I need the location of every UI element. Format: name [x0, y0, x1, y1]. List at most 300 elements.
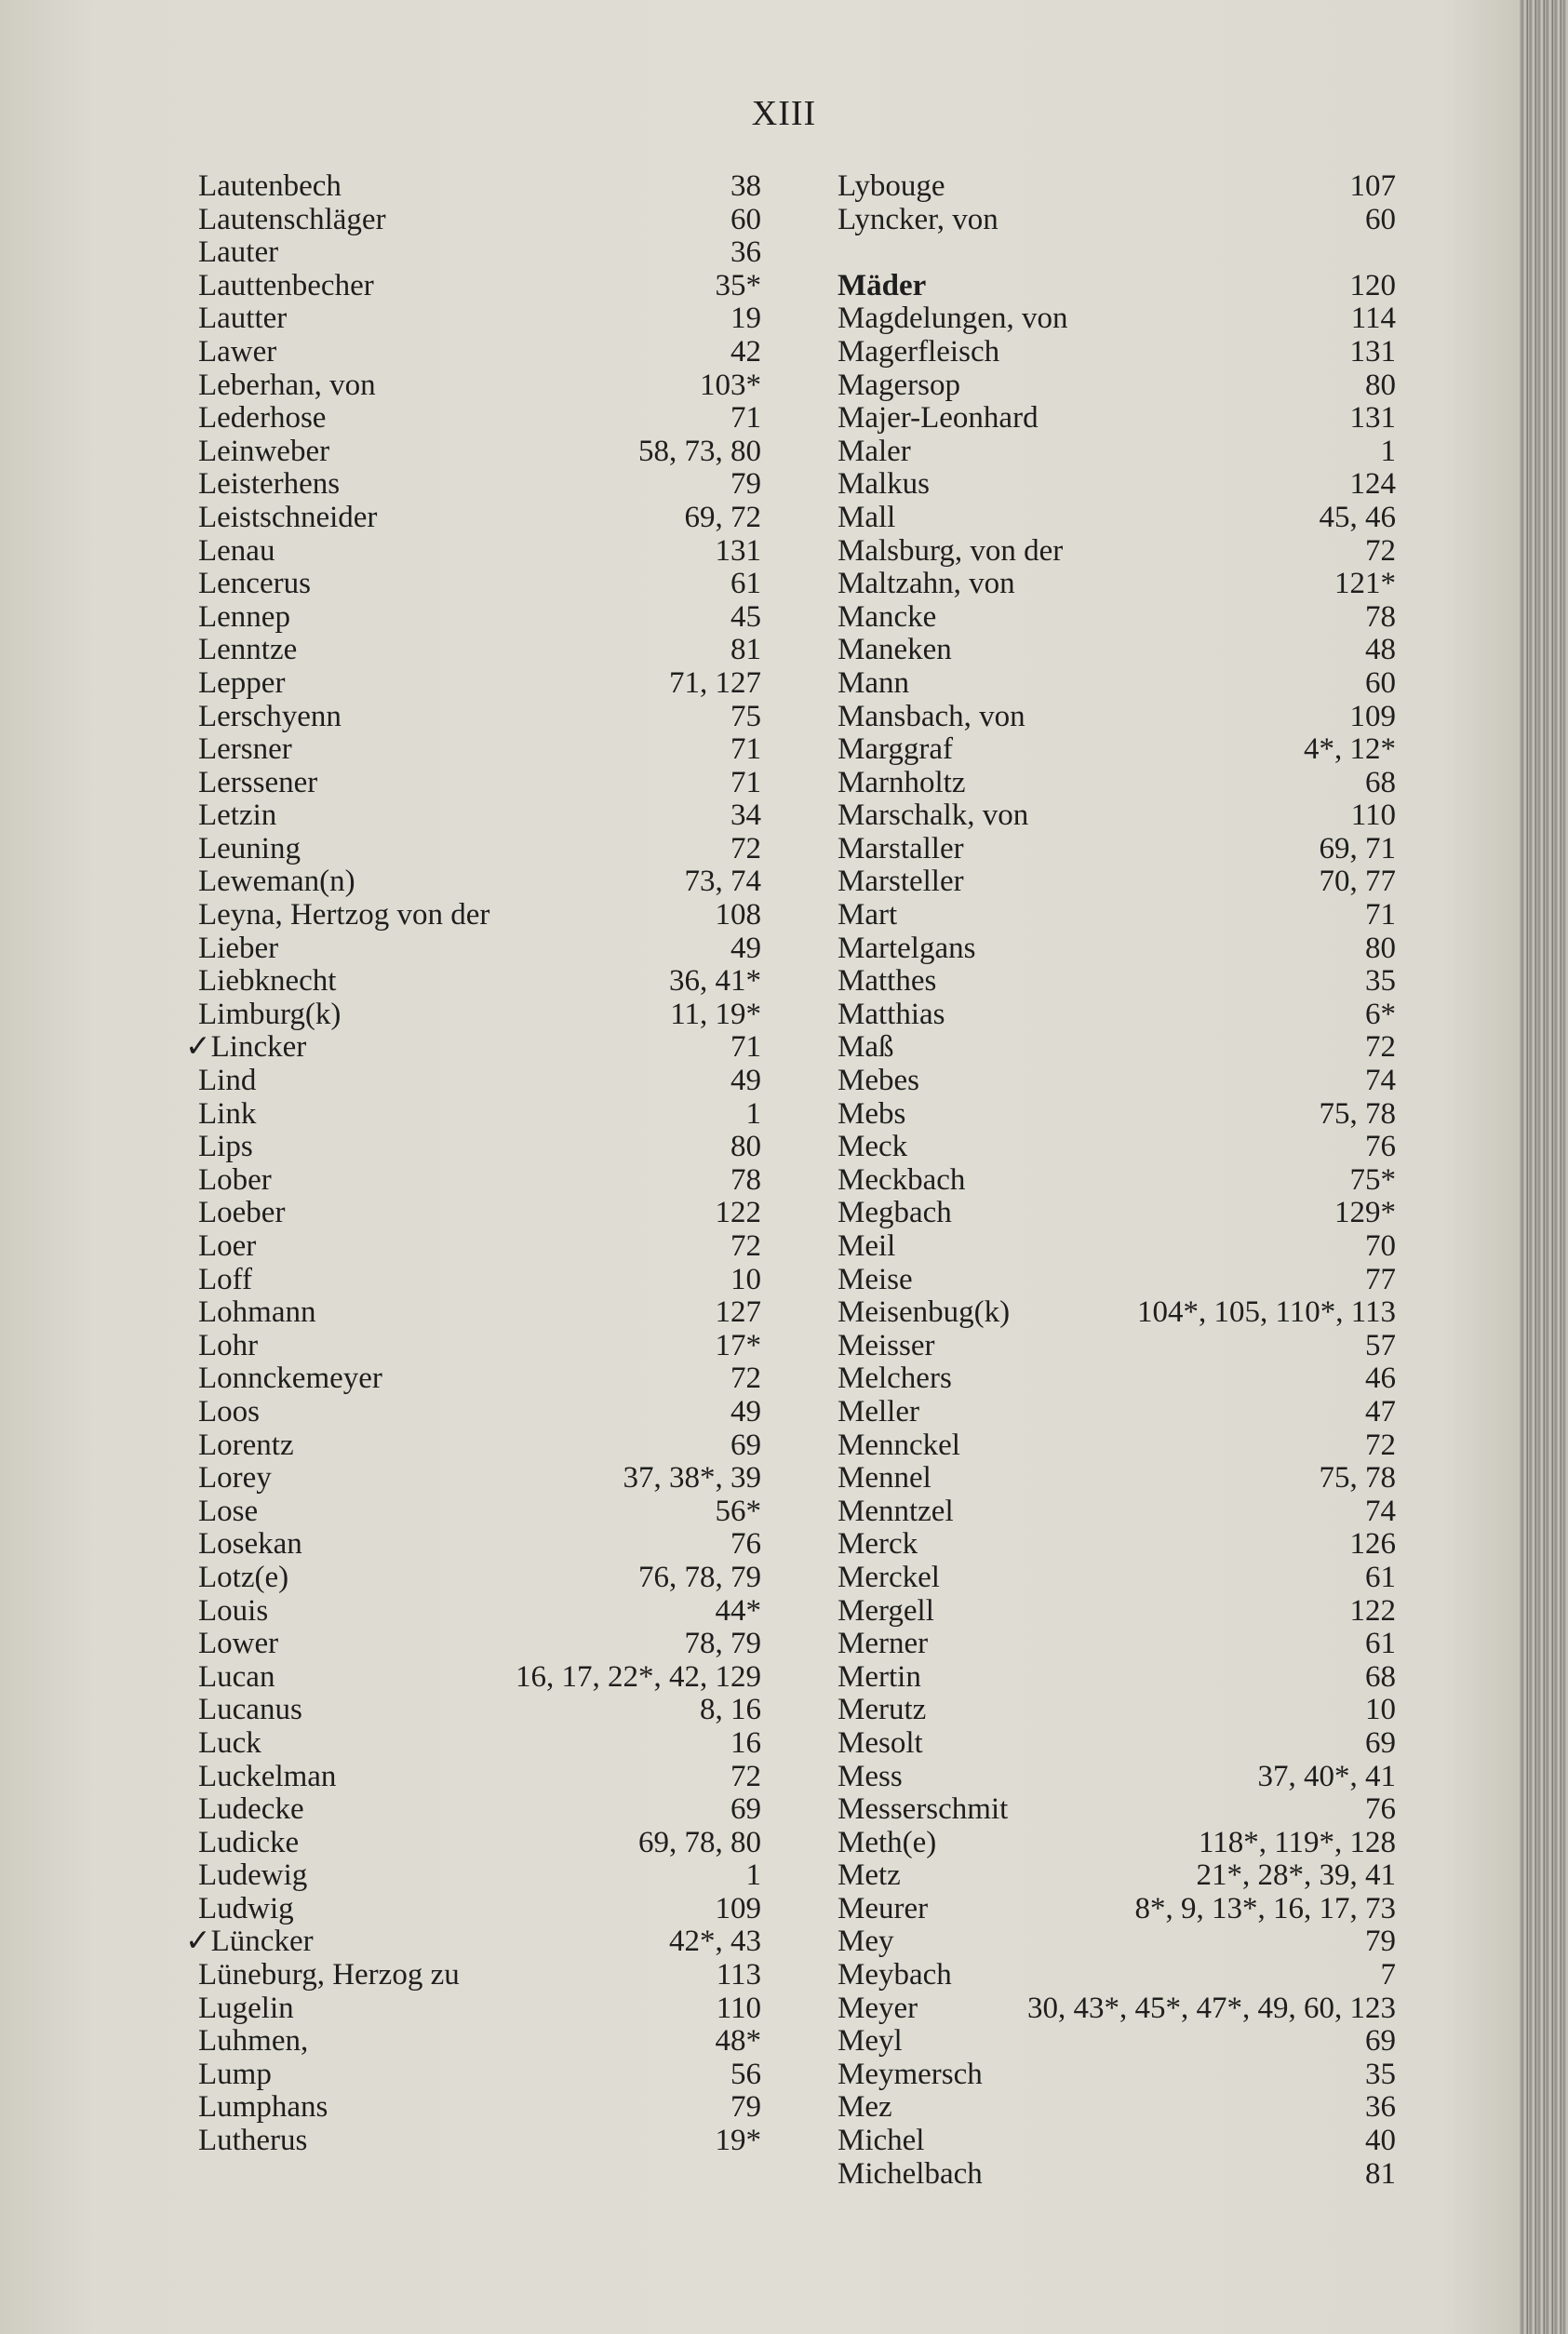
entry-pages: 49 — [730, 1394, 761, 1429]
index-entry — [198, 1959, 761, 1992]
index-entry — [198, 799, 761, 833]
entry-name: Meth(e) — [838, 1825, 937, 1859]
index-entry — [185, 1925, 761, 1959]
entry-name: Lutherus — [198, 2124, 308, 2158]
index-entry — [185, 1030, 761, 1065]
index-entry — [838, 1661, 1396, 1695]
entry-pages: 122 — [1349, 1593, 1396, 1628]
index-entry — [838, 1164, 1396, 1198]
entry-name: Lips — [198, 1130, 253, 1164]
entry-pages: 107 — [1349, 169, 1396, 203]
entry-pages: 72 — [730, 1759, 761, 1793]
entry-pages: 76 — [730, 1527, 761, 1562]
index-entry — [838, 2025, 1396, 2059]
index-entry — [838, 733, 1396, 767]
index-entry — [198, 2091, 761, 2125]
entry-pages: 79 — [1365, 1925, 1396, 1959]
entry-pages: 72 — [730, 831, 761, 865]
index-entry — [838, 1264, 1396, 1297]
index-entry — [838, 899, 1396, 932]
entry-name: Lorey — [198, 1461, 272, 1496]
index-entry — [838, 1694, 1396, 1727]
index-entry — [838, 1296, 1396, 1330]
index-entry — [198, 336, 761, 369]
index-entry — [198, 634, 761, 667]
index-entry — [198, 1562, 761, 1595]
index-entry — [198, 468, 761, 502]
entry-name: Meil — [838, 1229, 896, 1263]
entry-name: Magersop — [838, 368, 960, 402]
entry-name: Ludicke — [198, 1825, 300, 1859]
entry-pages: 72 — [730, 1229, 761, 1263]
entry-name: Malsburg, von der — [838, 533, 1064, 568]
entry-name: Maß — [838, 1030, 894, 1065]
index-column-left — [185, 169, 761, 2158]
entry-name: Leistschneider — [198, 500, 378, 534]
entry-pages: 4*, 12* — [1304, 732, 1396, 767]
index-entry — [198, 402, 761, 436]
index-entry — [838, 2158, 1396, 2192]
entry-pages: 76, 78, 79 — [638, 1560, 761, 1594]
entry-pages: 42 — [730, 334, 761, 369]
index-entry — [838, 1727, 1396, 1761]
index-entry — [838, 833, 1396, 866]
index-entry — [198, 1528, 761, 1562]
entry-pages: 35* — [715, 268, 761, 302]
index-entry — [198, 369, 761, 403]
entry-name: Liebknecht — [198, 964, 337, 999]
entry-name: Meise — [838, 1262, 913, 1296]
index-entry — [838, 634, 1396, 667]
entry-name: Link — [198, 1096, 257, 1131]
index-entry — [838, 601, 1396, 635]
entry-pages: 71 — [730, 765, 761, 799]
index-entry — [198, 1793, 761, 1827]
index-entry — [198, 1065, 761, 1098]
entry-name: Mey — [838, 1925, 894, 1959]
entry-pages: 70 — [1365, 1229, 1396, 1263]
entry-name: Meyer — [838, 1991, 918, 2025]
entry-pages: 36 — [730, 235, 761, 270]
entry-pages: 69 — [730, 1428, 761, 1462]
index-entry — [838, 535, 1396, 569]
index-entry — [838, 1131, 1396, 1164]
entry-pages: 129* — [1334, 1196, 1396, 1230]
entry-pages: 71 — [730, 732, 761, 767]
entry-pages: 71 — [730, 401, 761, 436]
entry-pages: 80 — [1365, 931, 1396, 965]
entry-name: Leyna, Hertzog von der — [198, 898, 490, 932]
entry-name: Meybach — [838, 1958, 952, 1992]
index-entry — [838, 2091, 1396, 2125]
entry-name: Martelgans — [838, 931, 976, 965]
index-entry — [838, 1098, 1396, 1132]
index-entry — [198, 2125, 761, 2158]
entry-name: Lencerus — [198, 567, 311, 601]
entry-name: Losekan — [198, 1527, 302, 1562]
entry-pages: 57 — [1365, 1328, 1396, 1362]
index-entry — [838, 336, 1396, 369]
entry-pages: 42*, 43 — [669, 1925, 761, 1959]
entry-pages: 109 — [715, 1891, 761, 1925]
entry-name: Lucanus — [198, 1693, 302, 1727]
entry-pages: 78 — [730, 1162, 761, 1197]
entry-pages: 69, 72 — [684, 500, 761, 534]
entry-name: Leuning — [198, 831, 301, 865]
index-entry — [198, 1264, 761, 1297]
entry-pages: 81 — [1365, 2156, 1396, 2191]
index-entry — [838, 1628, 1396, 1661]
index-entry — [838, 1429, 1396, 1463]
index-entry — [198, 1462, 761, 1496]
entry-name: Mebes — [838, 1064, 919, 1098]
index-entry — [198, 1197, 761, 1230]
entry-name: Mez — [838, 2090, 892, 2125]
entry-name: Malkus — [838, 467, 930, 502]
entry-pages: 70, 77 — [1319, 865, 1396, 899]
entry-pages: 1 — [1380, 434, 1396, 468]
entry-name: Mall — [838, 500, 896, 534]
index-entry — [838, 932, 1396, 966]
entry-pages: 17* — [715, 1328, 761, 1362]
index-entry — [838, 1859, 1396, 1893]
index-entry — [838, 436, 1396, 469]
entry-pages: 74 — [1365, 1494, 1396, 1528]
entry-pages: 78, 79 — [684, 1627, 761, 1661]
entry-name: Menntzel — [838, 1494, 954, 1528]
entry-name: Ludewig — [198, 1858, 308, 1893]
entry-pages: 34 — [730, 798, 761, 833]
entry-name: Mann — [838, 665, 909, 700]
index-entry — [838, 1992, 1396, 2026]
entry-name: Lumphans — [198, 2090, 328, 2125]
entry-pages: 47 — [1365, 1394, 1396, 1429]
entry-pages: 61 — [730, 567, 761, 601]
entry-name: Mennckel — [838, 1428, 960, 1462]
index-entry — [198, 170, 761, 204]
entry-name: Lenau — [198, 533, 275, 568]
entry-name: Leberhan, von — [198, 368, 376, 402]
index-entry — [838, 1197, 1396, 1230]
entry-pages: 61 — [1365, 1627, 1396, 1661]
entry-pages: 73, 74 — [684, 865, 761, 899]
index-entry — [198, 568, 761, 601]
entry-pages: 69, 71 — [1319, 831, 1396, 865]
entry-name: Merckel — [838, 1560, 940, 1594]
index-entry — [198, 535, 761, 569]
page-edge — [1520, 0, 1568, 2334]
entry-name: Marschalk, von — [838, 798, 1029, 833]
index-entry — [838, 1396, 1396, 1429]
index-entry — [838, 1528, 1396, 1562]
index-entry — [838, 701, 1396, 734]
entry-name: Leinweber — [198, 434, 330, 468]
index-entry — [198, 204, 761, 237]
entry-name: Maneken — [838, 633, 952, 667]
entry-pages: 122 — [715, 1196, 761, 1230]
entry-pages: 71 — [730, 1030, 761, 1065]
entry-pages: 71, 127 — [669, 665, 761, 700]
index-entry — [198, 1827, 761, 1860]
entry-pages: 80 — [730, 1130, 761, 1164]
entry-pages: 79 — [730, 2090, 761, 2125]
entry-pages: 1 — [745, 1096, 761, 1131]
index-entry — [198, 236, 761, 270]
entry-name: Lerssener — [198, 765, 318, 799]
entry-name: Lugelin — [198, 1991, 294, 2025]
entry-pages: 120 — [1349, 268, 1396, 302]
entry-name: Megbach — [838, 1196, 952, 1230]
index-entry — [838, 1362, 1396, 1396]
entry-name: Luhmen, — [198, 2024, 309, 2059]
entry-pages: 30, 43*, 45*, 47*, 49, 60, 123 — [1027, 1991, 1396, 2025]
index-entry — [198, 1661, 761, 1695]
index-entry — [838, 568, 1396, 601]
entry-name: Lucan — [198, 1659, 275, 1694]
entry-name: ✓Lincker — [185, 1030, 307, 1065]
index-entry — [838, 402, 1396, 436]
entry-name: Mennel — [838, 1461, 931, 1496]
entry-pages: 35 — [1365, 2057, 1396, 2091]
entry-name: Matthes — [838, 964, 937, 999]
entry-name: Ludwig — [198, 1891, 294, 1925]
entry-pages: 114 — [1350, 302, 1396, 336]
index-entry — [838, 1031, 1396, 1065]
entry-name: Lautter — [198, 302, 288, 336]
entry-name: Lyncker, von — [838, 202, 998, 236]
entry-pages: 76 — [1365, 1130, 1396, 1164]
entry-pages: 56 — [730, 2057, 761, 2091]
entry-name: Loeber — [198, 1196, 286, 1230]
index-entry — [838, 667, 1396, 701]
entry-pages: 48 — [1365, 633, 1396, 667]
entry-pages: 69 — [1365, 1725, 1396, 1760]
index-entry — [838, 1230, 1396, 1264]
entry-pages: 81 — [730, 633, 761, 667]
entry-name: Mebs — [838, 1096, 906, 1131]
entry-name: Meck — [838, 1130, 908, 1164]
entry-pages: 48* — [715, 2024, 761, 2059]
index-entry — [198, 899, 761, 932]
index-entry — [198, 1859, 761, 1893]
index-entry — [198, 1429, 761, 1463]
index-entry — [838, 767, 1396, 800]
entry-name: Lautenbech — [198, 169, 342, 203]
entry-name: Messerschmit — [838, 1792, 1009, 1827]
entry-name: Leweman(n) — [198, 865, 355, 899]
entry-name: Letzin — [198, 798, 277, 833]
index-entry — [198, 833, 761, 866]
entry-name: Lennep — [198, 599, 290, 634]
entry-pages: 10 — [730, 1262, 761, 1296]
entry-pages: 7 — [1380, 1958, 1396, 1992]
index-entry — [198, 2025, 761, 2059]
index-entry — [838, 1793, 1396, 1827]
entry-name: Mart — [838, 898, 898, 932]
entry-name: Lotz(e) — [198, 1560, 289, 1594]
entry-name: Meller — [838, 1394, 919, 1429]
entry-name: Lauttenbecher — [198, 268, 374, 302]
entry-pages: 126 — [1349, 1527, 1396, 1562]
index-entry — [838, 1065, 1396, 1098]
index-entry — [838, 999, 1396, 1032]
entry-pages: 36, 41* — [669, 964, 761, 999]
index-entry — [838, 1595, 1396, 1629]
index-column-right — [838, 170, 1396, 2191]
entry-name: Meckbach — [838, 1162, 966, 1197]
index-entry — [838, 799, 1396, 833]
index-entry — [198, 1992, 761, 2026]
entry-name: Loos — [198, 1394, 260, 1429]
entry-pages: 72 — [1365, 1428, 1396, 1462]
entry-pages: 44* — [715, 1593, 761, 1628]
index-entry — [838, 1959, 1396, 1992]
entry-name: Lenntze — [198, 633, 298, 667]
entry-name: Loff — [198, 1262, 253, 1296]
entry-name: Mesolt — [838, 1725, 923, 1760]
entry-name: Lohr — [198, 1328, 259, 1362]
entry-pages: 124 — [1349, 467, 1396, 502]
page-number: XIII — [751, 94, 817, 133]
index-entry — [198, 1098, 761, 1132]
entry-name: Michel — [838, 2124, 925, 2158]
index-entry — [838, 170, 1396, 204]
index-entry — [838, 1330, 1396, 1363]
entry-pages: 80 — [1365, 368, 1396, 402]
index-entry — [198, 502, 761, 535]
entry-name: Lepper — [198, 665, 286, 700]
entry-pages: 68 — [1365, 765, 1396, 799]
entry-name: Lautenschläger — [198, 202, 386, 236]
entry-name: Metz — [838, 1858, 901, 1893]
entry-pages: 77 — [1365, 1262, 1396, 1296]
index-entry — [198, 667, 761, 701]
entry-name: Majer-Leonhard — [838, 401, 1039, 436]
entry-pages: 68 — [1365, 1659, 1396, 1694]
entry-name: Mancke — [838, 599, 937, 634]
index-entry — [198, 1727, 761, 1761]
entry-pages: 103* — [700, 368, 761, 402]
entry-name: Lederhose — [198, 401, 327, 436]
entry-name: Meisser — [838, 1328, 935, 1362]
entry-name: Meyl — [838, 2024, 903, 2059]
entry-pages: 110 — [716, 1991, 761, 2025]
index-entry — [198, 965, 761, 999]
index-entry — [198, 1694, 761, 1727]
index-entry — [838, 1827, 1396, 1860]
entry-name: Lieber — [198, 931, 279, 965]
entry-name: Mertin — [838, 1659, 921, 1694]
index-entry — [838, 1462, 1396, 1496]
index-entry — [198, 1330, 761, 1363]
index-entry — [838, 2125, 1396, 2158]
entry-pages: 108 — [715, 898, 761, 932]
entry-name: Mansbach, von — [838, 699, 1025, 733]
entry-pages: 69 — [730, 1792, 761, 1827]
entry-pages: 72 — [730, 1362, 761, 1396]
entry-name: Limburg(k) — [198, 997, 342, 1031]
index-entry — [198, 2059, 761, 2092]
index-entry — [198, 601, 761, 635]
entry-pages: 127 — [715, 1295, 761, 1330]
entry-name: Merck — [838, 1527, 918, 1562]
entry-name: Luck — [198, 1725, 261, 1760]
entry-name: ✓Lüncker — [185, 1925, 314, 1959]
entry-name: Lerschyenn — [198, 699, 342, 733]
index-entry — [198, 1230, 761, 1264]
entry-pages: 60 — [1365, 202, 1396, 236]
index-entry — [838, 1761, 1396, 1794]
index-entry — [838, 1562, 1396, 1595]
entry-pages: 110 — [1350, 798, 1396, 833]
entry-pages: 6* — [1365, 997, 1396, 1031]
entry-pages: 19 — [730, 302, 761, 336]
entry-name: Lüneburg, Herzog zu — [198, 1958, 460, 1992]
entry-pages: 131 — [715, 533, 761, 568]
entry-name: Merner — [838, 1627, 929, 1661]
entry-pages: 49 — [730, 931, 761, 965]
index-entry — [838, 1893, 1396, 1926]
entry-name: Meurer — [838, 1891, 929, 1925]
entry-pages: 69, 78, 80 — [638, 1825, 761, 1859]
index-entry — [838, 1496, 1396, 1529]
entry-pages: 75, 78 — [1319, 1461, 1396, 1496]
entry-pages: 46 — [1365, 1362, 1396, 1396]
index-entry — [198, 932, 761, 966]
entry-name: Ludecke — [198, 1792, 304, 1827]
entry-name: Mäder — [838, 268, 927, 302]
index-entry — [838, 468, 1396, 502]
entry-pages: 113 — [716, 1958, 761, 1992]
index-entry — [198, 1761, 761, 1794]
entry-pages: 11, 19* — [670, 997, 761, 1031]
index-entry — [198, 701, 761, 734]
entry-pages: 36 — [1365, 2090, 1396, 2125]
entry-pages: 16 — [730, 1725, 761, 1760]
entry-pages: 8, 16 — [700, 1693, 761, 1727]
index-entry — [198, 865, 761, 899]
entry-pages: 79 — [730, 467, 761, 502]
entry-pages: 45 — [730, 599, 761, 634]
index-entry — [838, 1925, 1396, 1959]
entry-name: Loer — [198, 1229, 257, 1263]
entry-name: Mergell — [838, 1593, 934, 1628]
entry-pages: 49 — [730, 1064, 761, 1098]
entry-pages: 35 — [1365, 964, 1396, 999]
index-entry — [838, 865, 1396, 899]
entry-name: Michelbach — [838, 2156, 983, 2191]
index-entry — [838, 204, 1396, 237]
index-entry — [838, 965, 1396, 999]
entry-pages: 1 — [745, 1858, 761, 1893]
entry-pages: 58, 73, 80 — [638, 434, 761, 468]
index-entry — [838, 502, 1396, 535]
entry-pages: 16, 17, 22*, 42, 129 — [516, 1659, 761, 1694]
index-entry — [198, 436, 761, 469]
entry-name: Marsteller — [838, 865, 964, 899]
entry-pages: 72 — [1365, 1030, 1396, 1065]
entry-pages: 40 — [1365, 2124, 1396, 2158]
entry-pages: 121* — [1334, 567, 1396, 601]
entry-pages: 60 — [730, 202, 761, 236]
entry-name: Lybouge — [838, 169, 945, 203]
entry-pages: 131 — [1349, 334, 1396, 369]
entry-name: Lauter — [198, 235, 279, 270]
entry-name: Meymersch — [838, 2057, 983, 2091]
index-entry — [838, 302, 1396, 336]
index-entry — [198, 733, 761, 767]
entry-pages: 19* — [715, 2124, 761, 2158]
